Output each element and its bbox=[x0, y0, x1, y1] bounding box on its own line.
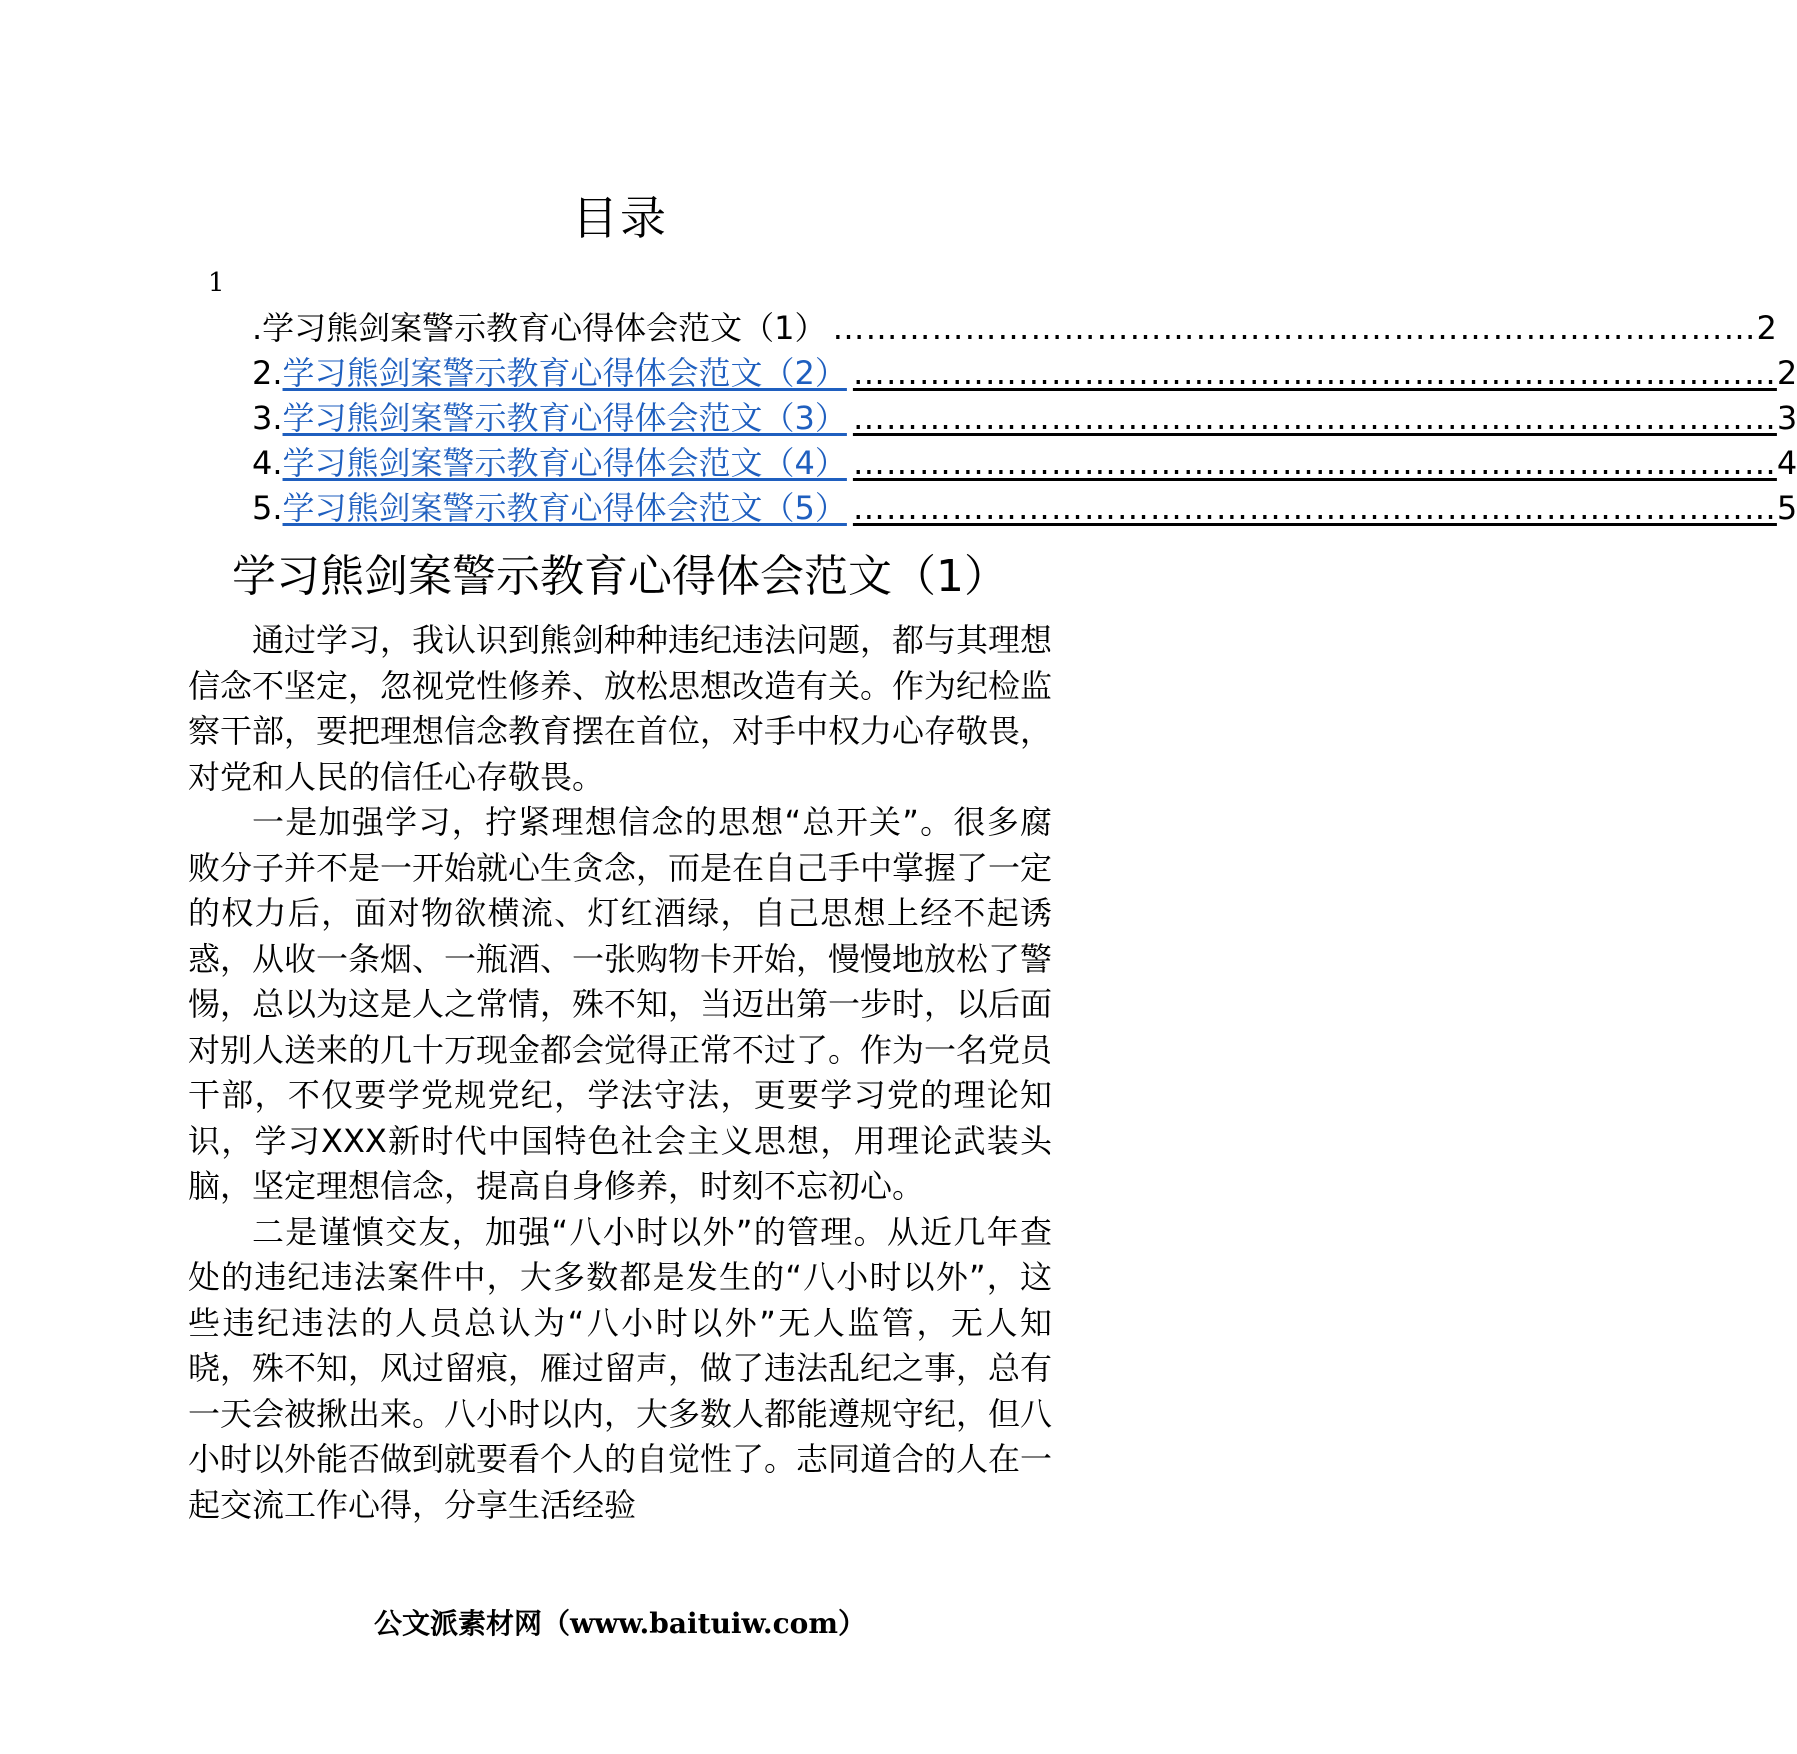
toc-entry-number: 5. bbox=[252, 489, 283, 527]
toc-entry-page: 3 bbox=[1776, 399, 1797, 437]
table-of-contents bbox=[252, 306, 1797, 531]
toc-entry-number: . bbox=[252, 309, 263, 347]
toc-entry-page: 4 bbox=[1776, 444, 1797, 482]
toc-entry-page: 2 bbox=[1776, 354, 1797, 392]
toc-entry-link[interactable]: 学习熊剑案警示教育心得体会范文（5） bbox=[282, 489, 847, 527]
toc-entry-number: 2. bbox=[252, 354, 283, 392]
toc-leader-dots: ………………………………………………………………………… bbox=[832, 309, 1757, 347]
toc-leader-dots: ………………………………………………………………………… bbox=[852, 354, 1777, 392]
toc-entry-page: 2 bbox=[1756, 309, 1777, 347]
toc-entry-1[interactable] bbox=[252, 306, 1777, 351]
toc-marker: 1 bbox=[208, 268, 225, 298]
toc-entry-page: 5 bbox=[1776, 489, 1797, 527]
toc-entry-5[interactable] bbox=[252, 486, 1797, 531]
toc-entry-link[interactable]: 学习熊剑案警示教育心得体会范文（3） bbox=[282, 399, 847, 437]
toc-entry-link[interactable]: 学习熊剑案警示教育心得体会范文（4） bbox=[282, 444, 847, 482]
toc-leader-dots: ………………………………………………………………………… bbox=[852, 489, 1777, 527]
body-paragraph: 通过学习，我认识到熊剑种种违纪违法问题，都与其理想信念不坚定，忽视党性修养、放松思想改造有关。作为纪检监察干部，要把理想信念教育摆在首位，对手中权力心存敬畏，对党和人民的信任心存敬畏。 bbox=[188, 621, 1053, 796]
toc-leader-dots: ………………………………………………………………………… bbox=[852, 399, 1777, 437]
toc-leader-dots: ………………………………………………………………………… bbox=[852, 444, 1777, 482]
toc-entry-3[interactable] bbox=[252, 396, 1797, 441]
footer-source: 公文派素材网（www.baituiw.com） bbox=[374, 1607, 866, 1640]
toc-entry-2[interactable] bbox=[252, 351, 1797, 396]
body-paragraph: 一是加强学习，拧紧理想信念的思想“总开关”。很多腐败分子并不是一开始就心生贪念，而是在自己手中掌握了一定的权力后，面对物欲横流、灯红酒绿，自己思想上经不起诱惑，从收一条烟、一瓶酒、一张购物卡开始，慢慢地放松了警惕，总以为这是人之常情，殊不知，当迈出第一步时，以后面对别人送来的几十万现金都会觉得正常不过了。作为一名党员干部，不仅要学党规党纪，学法守法，更要学习党的理论知识，学习XXX新时代中国特色社会主义思想，用理论武装头脑，坚定理想信念，提高自身修养，时刻不忘初心。 bbox=[188, 803, 1053, 1205]
article-body bbox=[188, 618, 1052, 1528]
toc-entry-number: 4. bbox=[252, 444, 283, 482]
toc-entry-link[interactable]: 学习熊剑案警示教育心得体会范文（2） bbox=[282, 354, 847, 392]
body-paragraph: 二是谨慎交友，加强“八小时以外”的管理。从近几年查处的违纪违法案件中，大多数都是发生的“八小时以外”，这些违纪违法的人员总认为“八小时以外”无人监管，无人知晓，殊不知，风过留痕，雁过留声，做了违法乱纪之事，总有一天会被揪出来。八小时以内，大多数人都能遵规守纪，但八小时以外能否做到就要看个人的自觉性了。志同道合的人在一起交流工作心得，分享生活经验 bbox=[188, 1212, 1053, 1524]
toc-title: 目录 bbox=[572, 191, 668, 245]
toc-entry-number: 3. bbox=[252, 399, 283, 437]
toc-entry-text: 学习熊剑案警示教育心得体会范文（1） bbox=[262, 309, 827, 347]
article-heading: 学习熊剑案警示教育心得体会范文（1） bbox=[232, 551, 1008, 602]
toc-entry-4[interactable] bbox=[252, 441, 1797, 486]
